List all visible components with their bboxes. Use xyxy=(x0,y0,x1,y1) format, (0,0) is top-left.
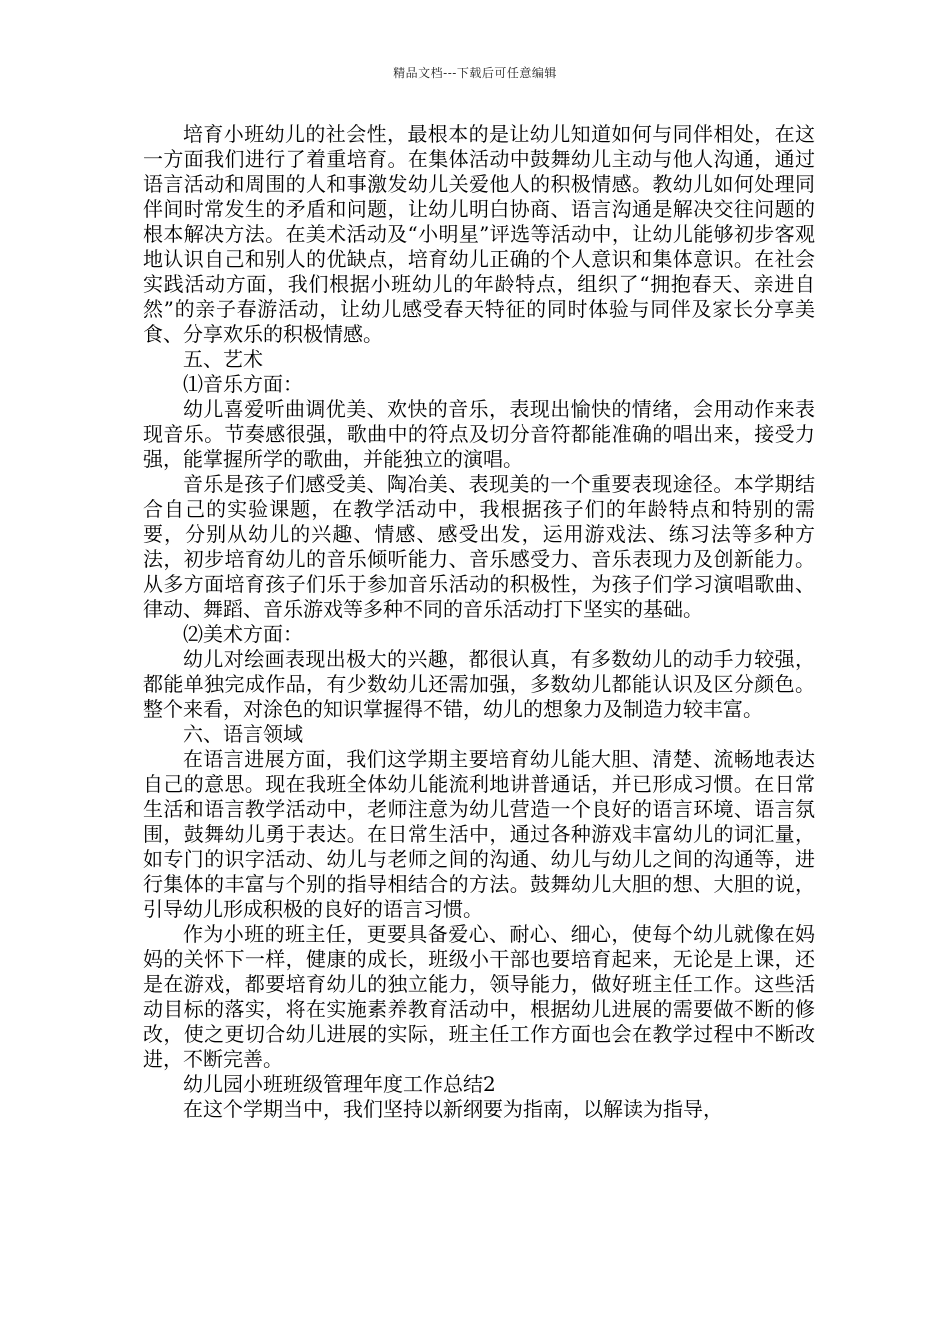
page-header: 精品文档---下载后可任意编辑 xyxy=(393,66,557,80)
paragraph-head-teacher: 作为小班的班主任，更要具备爱心、耐心、细心，使每个幼儿就像在妈妈的关怀下一样，健康的成长，班级小干部也要培育起来，无论是上课，还是在游戏，都要培育幼儿的独立能力，领导能力，做好班主任工作。这些活动目标的落实，将在实施素养教育活动中，根据幼儿进展的需要做不断的修改，使之更切合幼儿进展的实际，班主任工作方面也会在教学过程中不断改进，不断完善。 xyxy=(143,922,815,1071)
paragraph-fine-arts: 幼儿对绘画表现出极大的兴趣，都很认真，有多数幼儿的动手力较强，都能单独完成作品，有少数幼儿还需加强，多数幼儿都能认识及区分颜色。整个来看，对涂色的知识掌握得不错，幼儿的想象力及制造力较丰富。 xyxy=(143,647,815,721)
subheading-fine-arts: ⑵美术方面： xyxy=(183,622,303,646)
section-heading-language: 六、语言领域 xyxy=(183,722,303,746)
paragraph-social-development: 培育小班幼儿的社会性，最根本的是让幼儿知道如何与同伴相处，在这一方面我们进行了着重培育。在集体活动中鼓舞幼儿主动与他人沟通，通过语言活动和周围的人和事激发幼儿关爱他人的积极情感。教幼儿如何处理同伴间时常发生的矛盾和问题，让幼儿明白协商、语言沟通是解决交往问题的根本解决方法。在美术活动及“小明星”评选等活动中，让幼儿能够初步客观地认识自己和别人的优缺点，培育幼儿正确的个人意识和集体意识。在社会实践活动方面，我们根据小班幼儿的年龄特点，组织了“拥抱春天、亲进自然”的亲子春游活动，让幼儿感受春天特征的同时体验与同伴及家长分享美食、分享欢乐的积极情感。 xyxy=(143,122,815,346)
subheading-music: ⑴音乐方面： xyxy=(183,372,303,396)
section-heading-art: 五、艺术 xyxy=(183,347,263,371)
paragraph-music-performance: 幼儿喜爱听曲调优美、欢快的音乐，表现出愉快的情绪，会用动作来表现音乐。节奏感很强，歌曲中的符点及切分音符都能准确的唱出来，接受力强，能掌握所学的歌曲，并能独立的演唱。 xyxy=(143,397,815,471)
heading-summary-2: 幼儿园小班班级管理年度工作总结2 xyxy=(183,1072,496,1096)
paragraph-semester-intro: 在这个学期当中，我们坚持以新纲要为指南，以解读为指导， xyxy=(183,1097,723,1121)
paragraph-music-methods: 音乐是孩子们感受美、陶冶美、表现美的一个重要表现途径。本学期结合自己的实验课题，在教学活动中，我根据孩子们的年龄特点和特别的需要，分别从幼儿的兴趣、情感、感受出发，运用游戏法、练习法等多种方法，初步培育幼儿的音乐倾听能力、音乐感受力、音乐表现力及创新能力。从多方面培育孩子们乐于参加音乐活动的积极性，为孩子们学习演唱歌曲、律动、舞蹈、音乐游戏等多种不同的音乐活动打下坚实的基础。 xyxy=(143,472,815,621)
body-text xyxy=(143,122,815,1122)
paragraph-language-development: 在语言进展方面，我们这学期主要培育幼儿能大胆、清楚、流畅地表达自己的意思。现在我班全体幼儿能流利地讲普通话，并已形成习惯。在日常生活和语言教学活动中，老师注意为幼儿营造一个良好的语言环境、语言氛围，鼓舞幼儿勇于表达。在日常生活中，通过各种游戏丰富幼儿的词汇量，如专门的识字活动、幼儿与老师之间的沟通、幼儿与幼儿之间的沟通等，进行集体的丰富与个别的指导相结合的方法。鼓舞幼儿大胆的想、大胆的说，引导幼儿形成积极的良好的语言习惯。 xyxy=(143,747,815,921)
